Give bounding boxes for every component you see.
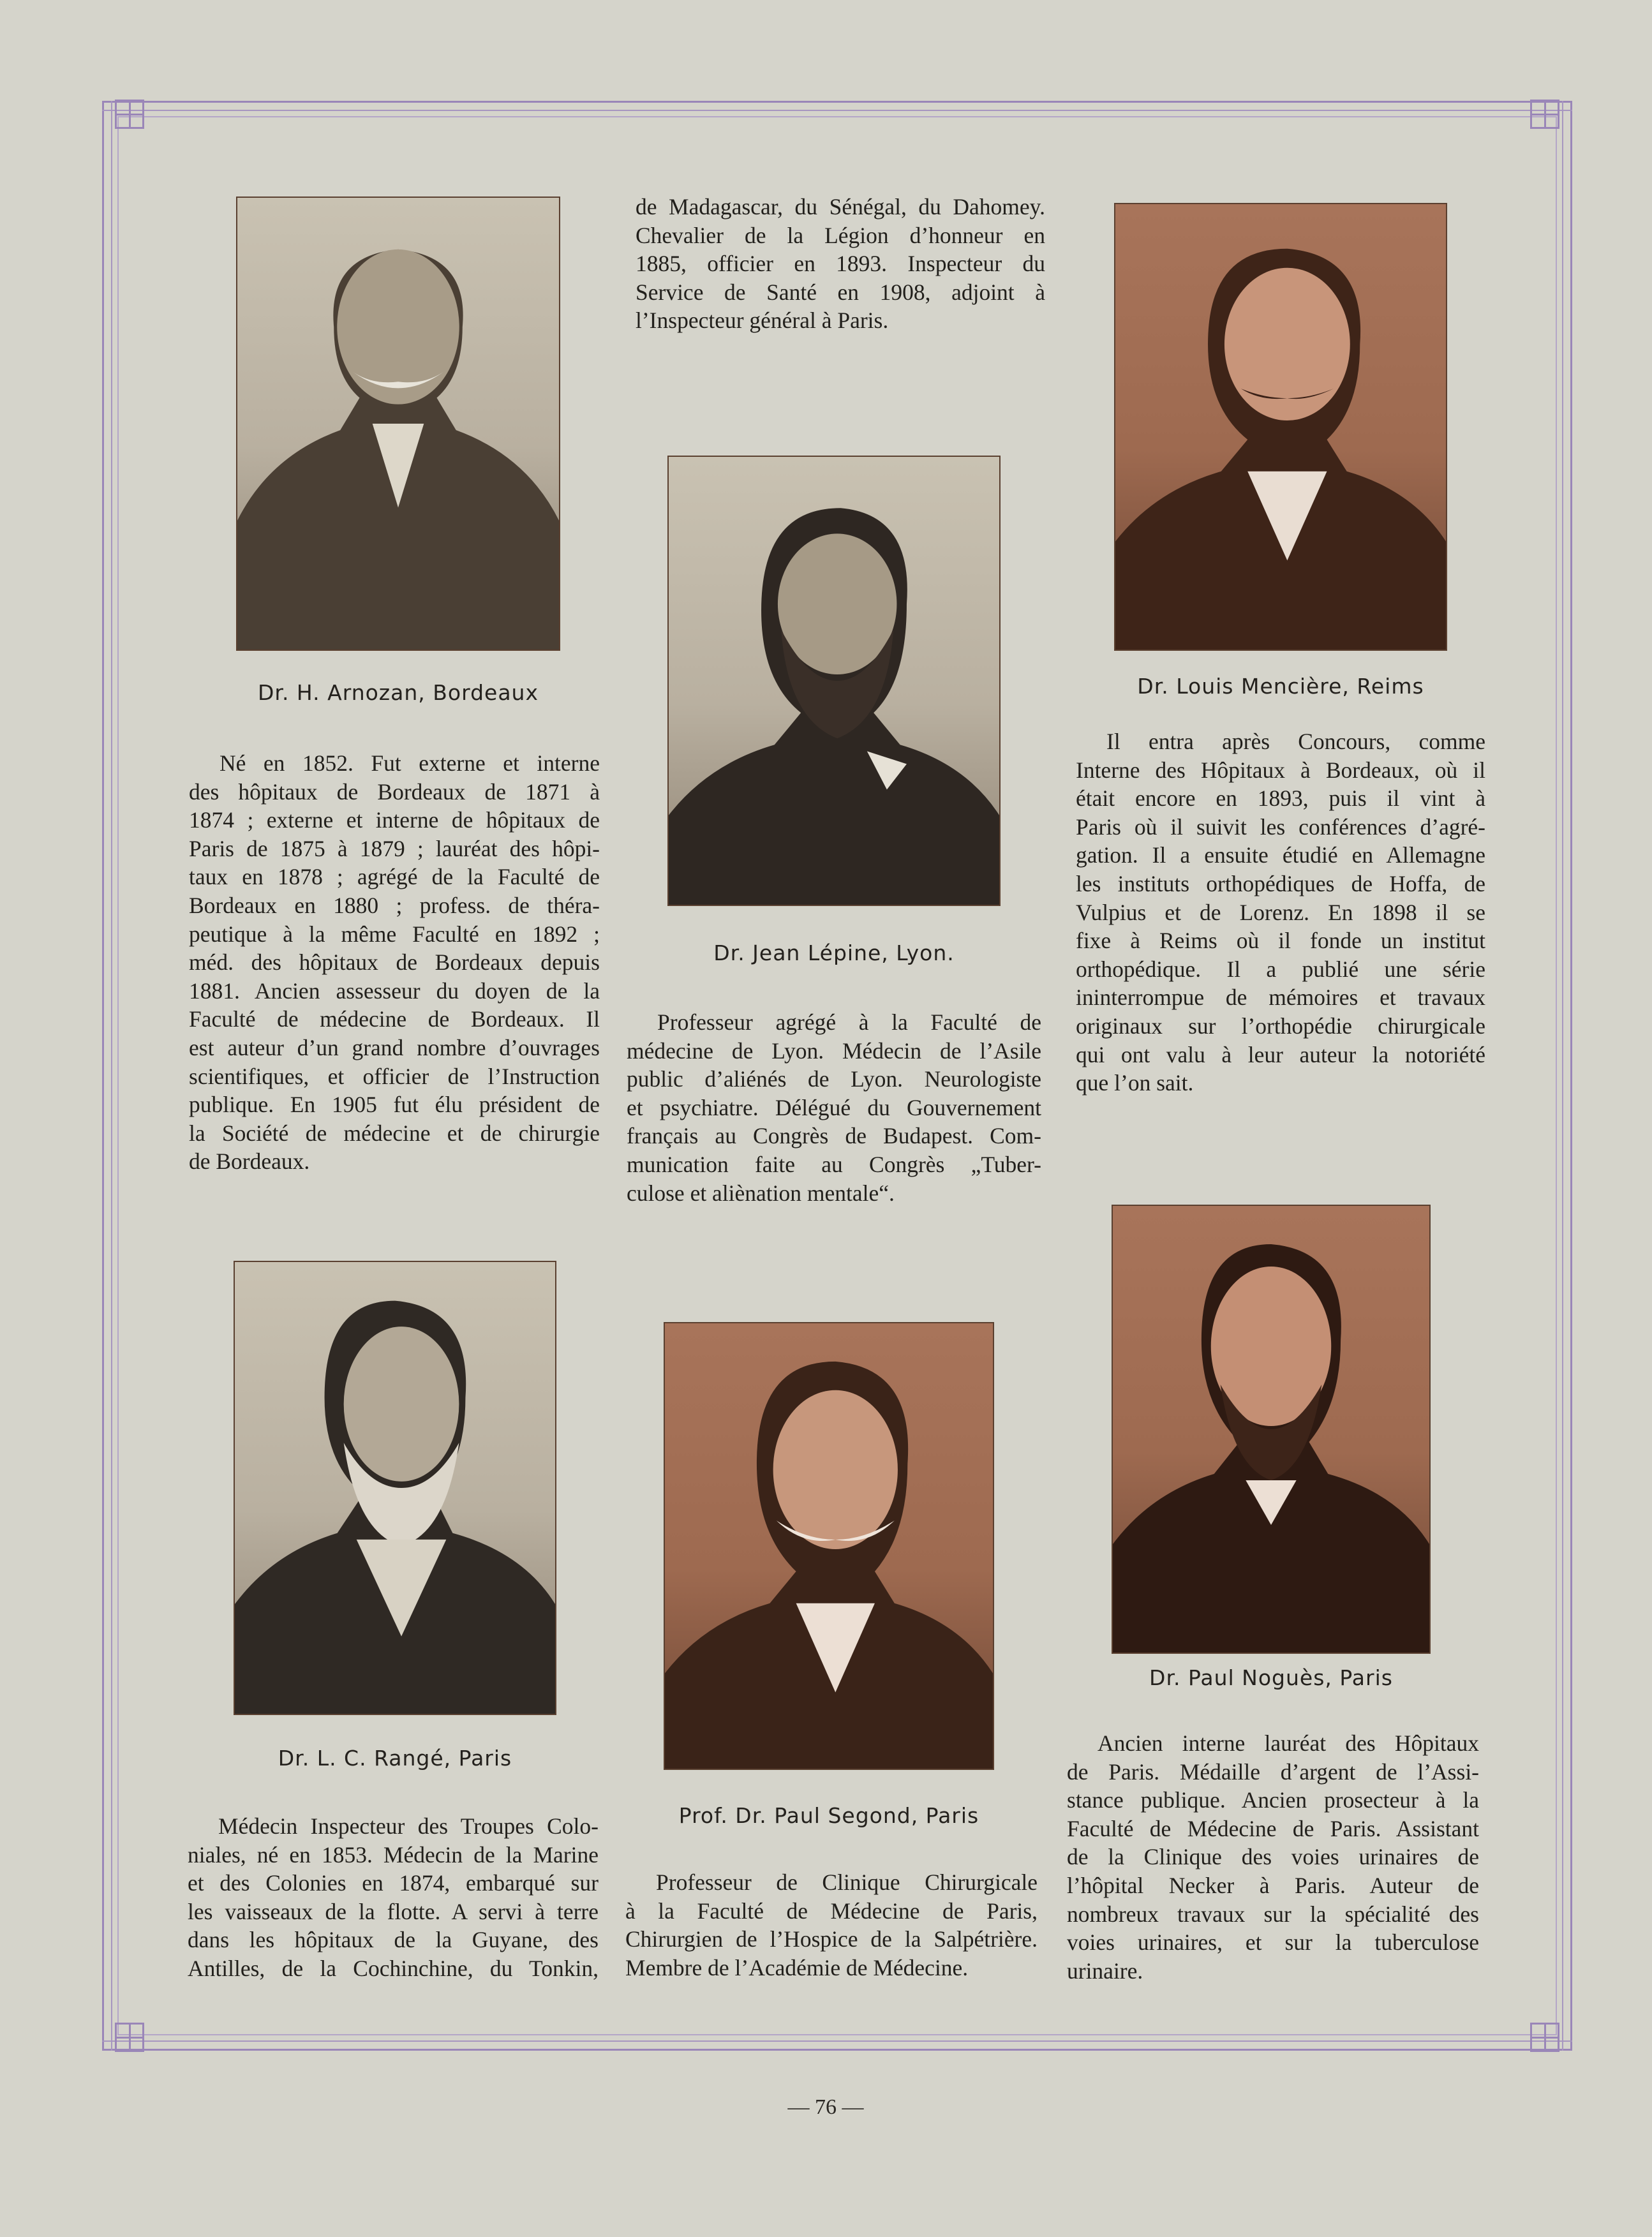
biography-nogues: [1067, 1729, 1479, 1985]
portrait-caption-segond: Prof. Dr. Paul Segond, Paris: [678, 1803, 979, 1828]
biography-line: méd. des hôpitaux de Bordeaux depuis: [189, 949, 600, 976]
biography-line: qui ont valu à leur auteur la notoriété: [1076, 1041, 1485, 1067]
biography-line: Antilles, de la Cochinchine, du Tonkin,: [188, 1955, 599, 1981]
biography-line: de la Clinique des voies urinaires de: [1067, 1844, 1479, 1870]
biography-line: peutique à la même Faculté en 1892 ;: [189, 921, 600, 947]
biography-line: Paris de 1875 à 1879 ; lauréat des hôpi-: [189, 835, 600, 861]
biography-line: nombreux travaux sur la spécialité des: [1067, 1901, 1479, 1927]
portrait-photo-lepine: [667, 456, 1001, 906]
border-corner-ornament-bottom-left: [115, 2023, 144, 2052]
biography-segond: [625, 1868, 1038, 1982]
portrait-caption-lepine: Dr. Jean Lépine, Lyon.: [713, 940, 955, 965]
biography-line: l’hôpital Necker à Paris. Auteur de: [1067, 1872, 1479, 1898]
biography-line: Professeur agrégé à la Faculté de: [657, 1009, 1041, 1035]
biography-line: l’Inspecteur général à Paris.: [636, 308, 889, 334]
portrait-silhouette: [235, 1262, 555, 1714]
page-number: — 76 —: [787, 2095, 864, 2119]
biography-line: la Société de médecine et de chirurgie: [189, 1120, 600, 1146]
portrait-silhouette: [1113, 1206, 1429, 1653]
biography-line: Chevalier de la Légion d’honneur en: [636, 222, 1045, 248]
portrait-photo-arnozan: [236, 197, 560, 651]
biography-arnozan: [189, 749, 600, 1176]
biography-line: public d’aliénés de Lyon. Neurologiste: [627, 1066, 1041, 1092]
biography-range: [188, 1812, 599, 1983]
biography-line: de Paris. Médaille d’argent de l’Assi-: [1067, 1758, 1479, 1785]
biography-line: Interne des Hôpitaux à Bordeaux, où il: [1076, 757, 1485, 783]
portrait-photo-menciere: [1114, 203, 1447, 651]
biography-line: urinaire.: [1067, 1958, 1143, 1984]
biography-line: les vaisseaux de la flotte. A servi à terre: [188, 1898, 599, 1924]
portrait-photo-range: [234, 1261, 556, 1715]
biography-line: taux en 1878 ; agrégé de la Faculté de: [189, 864, 600, 890]
biography-line: orthopédique. Il a publié une série: [1076, 956, 1485, 982]
biography-range-continued: [636, 193, 1045, 335]
portrait-silhouette: [237, 198, 559, 650]
biography-line: dans les hôpitaux de la Guyane, des: [188, 1927, 599, 1953]
portrait-photo-segond: [664, 1322, 994, 1770]
biography-line: Paris où il suivit les conférences d’agré-: [1076, 814, 1485, 840]
biography-line: Professeur de Clinique Chirurgicale: [656, 1869, 1038, 1895]
biography-line: munication faite au Congrès „Tuber-: [627, 1151, 1041, 1177]
biography-line: Médecin Inspecteur des Troupes Colo-: [218, 1813, 599, 1839]
portrait-silhouette: [665, 1323, 993, 1769]
biography-line: Service de Santé en 1908, adjoint à: [636, 279, 1045, 305]
biography-line: niales, né en 1853. Médecin de la Marine: [188, 1841, 599, 1868]
biography-line: de Bordeaux.: [189, 1148, 310, 1175]
portrait-silhouette: [1115, 204, 1446, 650]
biography-line: Faculté de Médecine de Paris. Assistant: [1067, 1815, 1479, 1841]
biography-line: Ancien interne lauréat des Hôpitaux: [1098, 1730, 1479, 1756]
border-rule-top: [102, 110, 1572, 111]
biography-line: de Madagascar, du Sénégal, du Dahomey.: [636, 194, 1045, 219]
border-corner-ornament-bottom-right: [1530, 2023, 1559, 2052]
border-corner-ornament-top-left: [115, 100, 144, 129]
biography-line: était encore en 1893, puis il vint à: [1076, 785, 1485, 812]
border-rule-bottom: [102, 2040, 1572, 2042]
biography-line: à la Faculté de Médecine de Paris,: [625, 1898, 1038, 1924]
biography-line: 1874 ; externe et interne de hôpitaux de: [189, 807, 600, 833]
border-rule-right: [1562, 101, 1563, 2051]
biography-line: Chirurgien de l’Hospice de la Salpétrière.: [625, 1926, 1038, 1952]
biography-line: culose et aliènation mentale“.: [627, 1180, 895, 1206]
biography-lepine: [627, 1008, 1041, 1207]
portrait-caption-arnozan: Dr. H. Arnozan, Bordeaux: [258, 680, 539, 705]
biography-line: 1881. Ancien assesseur du doyen de la: [189, 977, 600, 1004]
biography-line: 1885, officier en 1893. Inspecteur du: [636, 251, 1045, 277]
biography-line: Vulpius et de Lorenz. En 1898 il se: [1076, 899, 1485, 925]
biography-line: les instituts orthopédiques de Hoffa, de: [1076, 870, 1485, 896]
biography-line: médecine de Lyon. Médecin de l’Asile: [627, 1037, 1041, 1064]
biography-line: publique. En 1905 fut élu président de: [189, 1092, 600, 1118]
biography-line: des hôpitaux de Bordeaux de 1871 à: [189, 778, 600, 805]
portrait-caption-menciere: Dr. Louis Mencière, Reims: [1137, 674, 1424, 699]
biography-line: et des Colonies en 1874, embarqué sur: [188, 1870, 599, 1896]
biography-menciere: [1076, 727, 1485, 1097]
border-rule-left: [111, 101, 112, 2051]
biography-line: que l’on sait.: [1076, 1070, 1194, 1096]
biography-line: Membre de l’Académie de Médecine.: [625, 1954, 969, 1981]
biography-line: ininterrompue de mémoires et travaux: [1076, 985, 1485, 1011]
portrait-caption-nogues: Dr. Paul Noguès, Paris: [1149, 1665, 1393, 1690]
biography-line: et psychiatre. Délégué du Gouvernement: [627, 1094, 1041, 1120]
biography-line: gation. Il a ensuite étudié en Allemagne: [1076, 842, 1485, 868]
biography-line: français au Congrès de Budapest. Com-: [627, 1123, 1041, 1149]
biography-line: Né en 1852. Fut externe et interne: [220, 750, 600, 776]
biography-line: voies urinaires, et sur la tuberculose: [1067, 1929, 1479, 1956]
biography-line: Bordeaux en 1880 ; profess. de théra-: [189, 892, 600, 918]
portrait-photo-nogues: [1112, 1205, 1431, 1654]
portrait-caption-range: Dr. L. C. Rangé, Paris: [278, 1746, 512, 1771]
biography-line: originaux sur l’orthopédie chirurgicale: [1076, 1013, 1485, 1039]
biography-line: Il entra après Concours, comme: [1106, 729, 1485, 754]
biography-line: scientifiques, et officier de l’Instruction: [189, 1063, 600, 1089]
biography-line: est auteur d’un grand nombre d’ouvrages: [189, 1034, 600, 1060]
border-corner-ornament-top-right: [1530, 100, 1559, 129]
biography-line: fixe à Reims où il fonde un institut: [1076, 928, 1485, 954]
portrait-silhouette: [669, 457, 999, 905]
biography-line: stance publique. Ancien prosecteur à la: [1067, 1787, 1479, 1813]
biography-line: Faculté de médecine de Bordeaux. Il: [189, 1006, 600, 1032]
